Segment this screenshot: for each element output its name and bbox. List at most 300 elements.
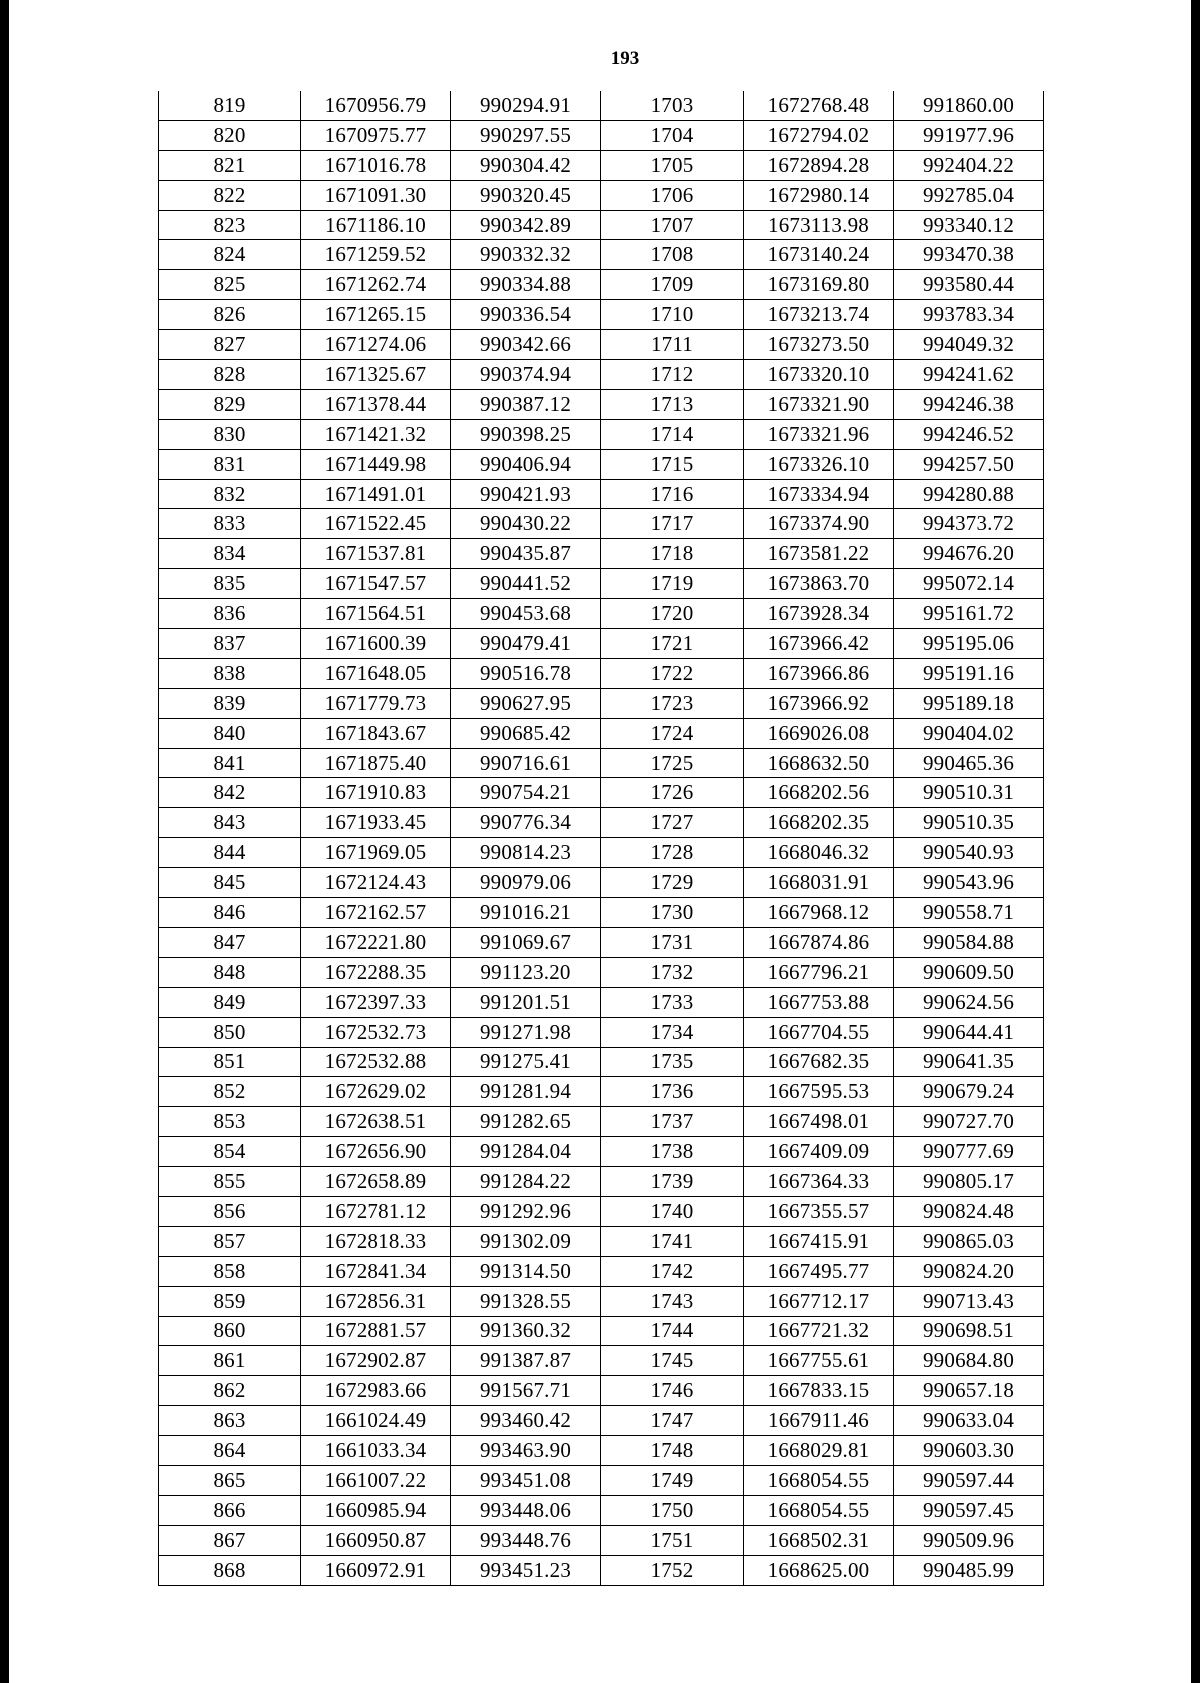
x-coordinate-left: 1671421.32 (301, 419, 451, 449)
point-id-left: 835 (159, 569, 301, 599)
y-coordinate-right: 994280.88 (894, 479, 1044, 509)
x-coordinate-left: 1672532.73 (301, 1017, 451, 1047)
y-coordinate-left: 991284.04 (451, 1137, 601, 1167)
point-id-left: 831 (159, 449, 301, 479)
x-coordinate-right: 1667968.12 (744, 898, 894, 928)
x-coordinate-right: 1667712.17 (744, 1286, 894, 1316)
point-id-right: 1712 (601, 360, 744, 390)
x-coordinate-right: 1673966.92 (744, 688, 894, 718)
point-id-left: 837 (159, 629, 301, 659)
point-id-right: 1747 (601, 1406, 744, 1436)
table-row (159, 658, 1044, 688)
point-id-right: 1744 (601, 1316, 744, 1346)
table-row (159, 1167, 1044, 1197)
x-coordinate-right: 1667753.88 (744, 987, 894, 1017)
x-coordinate-right: 1673863.70 (744, 569, 894, 599)
y-coordinate-left: 990479.41 (451, 629, 601, 659)
point-id-left: 832 (159, 479, 301, 509)
point-id-left: 827 (159, 330, 301, 360)
x-coordinate-right: 1668202.35 (744, 808, 894, 838)
point-id-left: 867 (159, 1525, 301, 1555)
point-id-left: 826 (159, 300, 301, 330)
point-id-left: 865 (159, 1465, 301, 1495)
table-row (159, 180, 1044, 210)
table-row (159, 957, 1044, 987)
point-id-left: 820 (159, 120, 301, 150)
point-id-right: 1740 (601, 1196, 744, 1226)
point-id-right: 1716 (601, 479, 744, 509)
table-row (159, 210, 1044, 240)
x-coordinate-left: 1672629.02 (301, 1077, 451, 1107)
x-coordinate-left: 1671016.78 (301, 150, 451, 180)
y-coordinate-left: 990320.45 (451, 180, 601, 210)
point-id-right: 1705 (601, 150, 744, 180)
y-coordinate-left: 991282.65 (451, 1107, 601, 1137)
table-row (159, 898, 1044, 928)
point-id-left: 843 (159, 808, 301, 838)
point-id-right: 1731 (601, 927, 744, 957)
y-coordinate-right: 992785.04 (894, 180, 1044, 210)
y-coordinate-left: 990516.78 (451, 658, 601, 688)
y-coordinate-right: 990543.96 (894, 868, 1044, 898)
point-id-right: 1713 (601, 389, 744, 419)
table-row (159, 569, 1044, 599)
x-coordinate-right: 1673966.42 (744, 629, 894, 659)
x-coordinate-left: 1672818.33 (301, 1226, 451, 1256)
point-id-left: 839 (159, 688, 301, 718)
y-coordinate-right: 990824.20 (894, 1256, 1044, 1286)
scan-edge-right (1191, 0, 1200, 1683)
table-row (159, 150, 1044, 180)
point-id-right: 1710 (601, 300, 744, 330)
y-coordinate-left: 990294.91 (451, 91, 601, 120)
table-row (159, 270, 1044, 300)
coordinate-table (158, 91, 1044, 1586)
y-coordinate-left: 991271.98 (451, 1017, 601, 1047)
x-coordinate-right: 1673140.24 (744, 240, 894, 270)
point-id-left: 845 (159, 868, 301, 898)
y-coordinate-right: 995072.14 (894, 569, 1044, 599)
point-id-right: 1752 (601, 1555, 744, 1585)
point-id-right: 1722 (601, 658, 744, 688)
point-id-left: 847 (159, 927, 301, 957)
table-row (159, 1465, 1044, 1495)
x-coordinate-left: 1671969.05 (301, 838, 451, 868)
x-coordinate-right: 1667355.57 (744, 1196, 894, 1226)
y-coordinate-left: 990336.54 (451, 300, 601, 330)
table-row (159, 419, 1044, 449)
y-coordinate-right: 993340.12 (894, 210, 1044, 240)
y-coordinate-left: 991201.51 (451, 987, 601, 1017)
point-id-right: 1743 (601, 1286, 744, 1316)
point-id-left: 864 (159, 1436, 301, 1466)
y-coordinate-right: 990777.69 (894, 1137, 1044, 1167)
point-id-right: 1727 (601, 808, 744, 838)
x-coordinate-right: 1668054.55 (744, 1495, 894, 1525)
point-id-left: 846 (159, 898, 301, 928)
x-coordinate-right: 1673213.74 (744, 300, 894, 330)
x-coordinate-right: 1673966.86 (744, 658, 894, 688)
x-coordinate-right: 1668031.91 (744, 868, 894, 898)
point-id-right: 1738 (601, 1137, 744, 1167)
x-coordinate-left: 1671537.81 (301, 539, 451, 569)
point-id-right: 1717 (601, 509, 744, 539)
y-coordinate-left: 991123.20 (451, 957, 601, 987)
x-coordinate-left: 1672781.12 (301, 1196, 451, 1226)
x-coordinate-right: 1667704.55 (744, 1017, 894, 1047)
point-id-right: 1718 (601, 539, 744, 569)
y-coordinate-left: 990441.52 (451, 569, 601, 599)
x-coordinate-left: 1672397.33 (301, 987, 451, 1017)
table-row (159, 539, 1044, 569)
x-coordinate-left: 1672532.88 (301, 1047, 451, 1077)
table-row (159, 360, 1044, 390)
table-row (159, 718, 1044, 748)
x-coordinate-left: 1670975.77 (301, 120, 451, 150)
y-coordinate-right: 994246.52 (894, 419, 1044, 449)
y-coordinate-right: 990698.51 (894, 1316, 1044, 1346)
x-coordinate-right: 1667495.77 (744, 1256, 894, 1286)
point-id-right: 1745 (601, 1346, 744, 1376)
y-coordinate-left: 990430.22 (451, 509, 601, 539)
y-coordinate-right: 990584.88 (894, 927, 1044, 957)
x-coordinate-left: 1671378.44 (301, 389, 451, 419)
y-coordinate-right: 994373.72 (894, 509, 1044, 539)
point-id-right: 1711 (601, 330, 744, 360)
x-coordinate-left: 1672841.34 (301, 1256, 451, 1286)
table-row (159, 1256, 1044, 1286)
point-id-left: 823 (159, 210, 301, 240)
table-row (159, 599, 1044, 629)
x-coordinate-right: 1668625.00 (744, 1555, 894, 1585)
y-coordinate-right: 990727.70 (894, 1107, 1044, 1137)
x-coordinate-right: 1668029.81 (744, 1436, 894, 1466)
table-row (159, 330, 1044, 360)
point-id-right: 1708 (601, 240, 744, 270)
table-row (159, 300, 1044, 330)
y-coordinate-left: 990332.32 (451, 240, 601, 270)
page-number: 193 (610, 48, 640, 69)
y-coordinate-right: 993580.44 (894, 270, 1044, 300)
y-coordinate-right: 990465.36 (894, 748, 1044, 778)
point-id-left: 851 (159, 1047, 301, 1077)
x-coordinate-left: 1671274.06 (301, 330, 451, 360)
x-coordinate-left: 1671547.57 (301, 569, 451, 599)
y-coordinate-right: 991977.96 (894, 120, 1044, 150)
table-row (159, 1107, 1044, 1137)
y-coordinate-left: 993451.08 (451, 1465, 601, 1495)
table-row (159, 1017, 1044, 1047)
point-id-right: 1709 (601, 270, 744, 300)
point-id-left: 868 (159, 1555, 301, 1585)
y-coordinate-left: 991284.22 (451, 1167, 601, 1197)
y-coordinate-left: 990374.94 (451, 360, 601, 390)
y-coordinate-left: 991387.87 (451, 1346, 601, 1376)
x-coordinate-left: 1671564.51 (301, 599, 451, 629)
y-coordinate-left: 993448.06 (451, 1495, 601, 1525)
x-coordinate-right: 1668502.31 (744, 1525, 894, 1555)
point-id-right: 1703 (601, 91, 744, 120)
x-coordinate-left: 1672638.51 (301, 1107, 451, 1137)
y-coordinate-left: 990453.68 (451, 599, 601, 629)
point-id-left: 856 (159, 1196, 301, 1226)
x-coordinate-left: 1672162.57 (301, 898, 451, 928)
table-row (159, 748, 1044, 778)
y-coordinate-right: 990805.17 (894, 1167, 1044, 1197)
point-id-left: 848 (159, 957, 301, 987)
y-coordinate-left: 990334.88 (451, 270, 601, 300)
point-id-right: 1751 (601, 1525, 744, 1555)
point-id-left: 854 (159, 1137, 301, 1167)
point-id-right: 1736 (601, 1077, 744, 1107)
y-coordinate-right: 990603.30 (894, 1436, 1044, 1466)
x-coordinate-right: 1668632.50 (744, 748, 894, 778)
scan-edge-left (0, 0, 9, 1683)
table-row (159, 838, 1044, 868)
point-id-left: 833 (159, 509, 301, 539)
y-coordinate-left: 990342.66 (451, 330, 601, 360)
point-id-left: 824 (159, 240, 301, 270)
table-row (159, 629, 1044, 659)
point-id-left: 866 (159, 1495, 301, 1525)
table-row (159, 479, 1044, 509)
point-id-left: 852 (159, 1077, 301, 1107)
y-coordinate-left: 990435.87 (451, 539, 601, 569)
y-coordinate-left: 991016.21 (451, 898, 601, 928)
y-coordinate-left: 991567.71 (451, 1376, 601, 1406)
y-coordinate-right: 994246.38 (894, 389, 1044, 419)
point-id-left: 840 (159, 718, 301, 748)
table-row (159, 1196, 1044, 1226)
point-id-right: 1724 (601, 718, 744, 748)
x-coordinate-left: 1672124.43 (301, 868, 451, 898)
x-coordinate-right: 1667595.53 (744, 1077, 894, 1107)
y-coordinate-left: 990685.42 (451, 718, 601, 748)
table-row (159, 1376, 1044, 1406)
point-id-right: 1728 (601, 838, 744, 868)
y-coordinate-left: 991314.50 (451, 1256, 601, 1286)
point-id-right: 1741 (601, 1226, 744, 1256)
x-coordinate-left: 1661033.34 (301, 1436, 451, 1466)
y-coordinate-right: 993470.38 (894, 240, 1044, 270)
point-id-left: 855 (159, 1167, 301, 1197)
point-id-left: 853 (159, 1107, 301, 1137)
x-coordinate-right: 1673581.22 (744, 539, 894, 569)
y-coordinate-right: 990597.45 (894, 1495, 1044, 1525)
y-coordinate-left: 993460.42 (451, 1406, 601, 1436)
y-coordinate-right: 995189.18 (894, 688, 1044, 718)
point-id-left: 850 (159, 1017, 301, 1047)
table-row (159, 927, 1044, 957)
table-row (159, 778, 1044, 808)
x-coordinate-right: 1667364.33 (744, 1167, 894, 1197)
y-coordinate-right: 990624.56 (894, 987, 1044, 1017)
x-coordinate-right: 1667415.91 (744, 1226, 894, 1256)
x-coordinate-left: 1672288.35 (301, 957, 451, 987)
y-coordinate-left: 991360.32 (451, 1316, 601, 1346)
x-coordinate-right: 1673113.98 (744, 210, 894, 240)
y-coordinate-left: 993448.76 (451, 1525, 601, 1555)
point-id-left: 829 (159, 389, 301, 419)
point-id-right: 1726 (601, 778, 744, 808)
y-coordinate-left: 990304.42 (451, 150, 601, 180)
table-row (159, 1495, 1044, 1525)
y-coordinate-right: 990644.41 (894, 1017, 1044, 1047)
table-row (159, 987, 1044, 1017)
y-coordinate-right: 990684.80 (894, 1346, 1044, 1376)
y-coordinate-left: 990342.89 (451, 210, 601, 240)
x-coordinate-left: 1671091.30 (301, 180, 451, 210)
y-coordinate-right: 990510.35 (894, 808, 1044, 838)
y-coordinate-left: 990406.94 (451, 449, 601, 479)
x-coordinate-right: 1667796.21 (744, 957, 894, 987)
point-id-left: 857 (159, 1226, 301, 1256)
x-coordinate-left: 1672881.57 (301, 1316, 451, 1346)
x-coordinate-right: 1667874.86 (744, 927, 894, 957)
point-id-left: 825 (159, 270, 301, 300)
y-coordinate-left: 993463.90 (451, 1436, 601, 1466)
x-coordinate-right: 1667498.01 (744, 1107, 894, 1137)
x-coordinate-left: 1670956.79 (301, 91, 451, 120)
x-coordinate-left: 1671779.73 (301, 688, 451, 718)
y-coordinate-right: 990509.96 (894, 1525, 1044, 1555)
point-id-right: 1748 (601, 1436, 744, 1466)
x-coordinate-right: 1667833.15 (744, 1376, 894, 1406)
point-id-right: 1737 (601, 1107, 744, 1137)
x-coordinate-right: 1668046.32 (744, 838, 894, 868)
x-coordinate-right: 1672768.48 (744, 91, 894, 120)
y-coordinate-right: 990558.71 (894, 898, 1044, 928)
point-id-right: 1729 (601, 868, 744, 898)
x-coordinate-left: 1660985.94 (301, 1495, 451, 1525)
x-coordinate-left: 1671933.45 (301, 808, 451, 838)
y-coordinate-right: 995195.06 (894, 629, 1044, 659)
x-coordinate-right: 1667911.46 (744, 1406, 894, 1436)
y-coordinate-left: 991328.55 (451, 1286, 601, 1316)
table-row (159, 868, 1044, 898)
point-id-right: 1725 (601, 748, 744, 778)
point-id-right: 1734 (601, 1017, 744, 1047)
point-id-right: 1714 (601, 419, 744, 449)
x-coordinate-left: 1671265.15 (301, 300, 451, 330)
x-coordinate-left: 1660972.91 (301, 1555, 451, 1585)
point-id-right: 1704 (601, 120, 744, 150)
y-coordinate-left: 990776.34 (451, 808, 601, 838)
point-id-left: 861 (159, 1346, 301, 1376)
y-coordinate-right: 995191.16 (894, 658, 1044, 688)
y-coordinate-right: 990540.93 (894, 838, 1044, 868)
point-id-right: 1735 (601, 1047, 744, 1077)
y-coordinate-right: 990485.99 (894, 1555, 1044, 1585)
y-coordinate-left: 990421.93 (451, 479, 601, 509)
point-id-left: 819 (159, 91, 301, 120)
x-coordinate-left: 1671910.83 (301, 778, 451, 808)
y-coordinate-right: 994676.20 (894, 539, 1044, 569)
x-coordinate-right: 1673273.50 (744, 330, 894, 360)
point-id-right: 1742 (601, 1256, 744, 1286)
point-id-right: 1719 (601, 569, 744, 599)
table-row (159, 240, 1044, 270)
x-coordinate-right: 1667409.09 (744, 1137, 894, 1167)
table-row (159, 1077, 1044, 1107)
x-coordinate-left: 1671522.45 (301, 509, 451, 539)
y-coordinate-left: 991275.41 (451, 1047, 601, 1077)
table-row (159, 1226, 1044, 1256)
x-coordinate-right: 1673321.96 (744, 419, 894, 449)
x-coordinate-left: 1672983.66 (301, 1376, 451, 1406)
x-coordinate-right: 1669026.08 (744, 718, 894, 748)
point-id-right: 1732 (601, 957, 744, 987)
y-coordinate-right: 993783.34 (894, 300, 1044, 330)
x-coordinate-left: 1671449.98 (301, 449, 451, 479)
point-id-right: 1707 (601, 210, 744, 240)
x-coordinate-left: 1671186.10 (301, 210, 451, 240)
y-coordinate-right: 994241.62 (894, 360, 1044, 390)
point-id-left: 858 (159, 1256, 301, 1286)
x-coordinate-left: 1661024.49 (301, 1406, 451, 1436)
y-coordinate-left: 990814.23 (451, 838, 601, 868)
point-id-right: 1746 (601, 1376, 744, 1406)
table-row (159, 449, 1044, 479)
point-id-left: 859 (159, 1286, 301, 1316)
point-id-left: 860 (159, 1316, 301, 1346)
table-row (159, 1316, 1044, 1346)
y-coordinate-left: 990979.06 (451, 868, 601, 898)
x-coordinate-right: 1673334.94 (744, 479, 894, 509)
point-id-right: 1715 (601, 449, 744, 479)
x-coordinate-right: 1668202.56 (744, 778, 894, 808)
point-id-left: 834 (159, 539, 301, 569)
y-coordinate-left: 990716.61 (451, 748, 601, 778)
x-coordinate-left: 1671262.74 (301, 270, 451, 300)
x-coordinate-left: 1671875.40 (301, 748, 451, 778)
y-coordinate-right: 991860.00 (894, 91, 1044, 120)
x-coordinate-left: 1672221.80 (301, 927, 451, 957)
y-coordinate-right: 992404.22 (894, 150, 1044, 180)
y-coordinate-right: 990597.44 (894, 1465, 1044, 1495)
x-coordinate-left: 1671600.39 (301, 629, 451, 659)
x-coordinate-right: 1672894.28 (744, 150, 894, 180)
x-coordinate-right: 1673326.10 (744, 449, 894, 479)
point-id-right: 1706 (601, 180, 744, 210)
point-id-right: 1749 (601, 1465, 744, 1495)
point-id-left: 828 (159, 360, 301, 390)
y-coordinate-left: 990297.55 (451, 120, 601, 150)
point-id-left: 841 (159, 748, 301, 778)
y-coordinate-left: 993451.23 (451, 1555, 601, 1585)
y-coordinate-right: 990510.31 (894, 778, 1044, 808)
y-coordinate-right: 994049.32 (894, 330, 1044, 360)
y-coordinate-right: 990609.50 (894, 957, 1044, 987)
y-coordinate-right: 990633.04 (894, 1406, 1044, 1436)
x-coordinate-left: 1671259.52 (301, 240, 451, 270)
table-row (159, 688, 1044, 718)
y-coordinate-right: 990865.03 (894, 1226, 1044, 1256)
x-coordinate-left: 1672656.90 (301, 1137, 451, 1167)
point-id-right: 1750 (601, 1495, 744, 1525)
point-id-left: 862 (159, 1376, 301, 1406)
y-coordinate-right: 994257.50 (894, 449, 1044, 479)
x-coordinate-right: 1667755.61 (744, 1346, 894, 1376)
table-row (159, 1286, 1044, 1316)
y-coordinate-right: 990641.35 (894, 1047, 1044, 1077)
point-id-left: 830 (159, 419, 301, 449)
y-coordinate-right: 990713.43 (894, 1286, 1044, 1316)
point-id-left: 822 (159, 180, 301, 210)
table-row (159, 509, 1044, 539)
y-coordinate-left: 991069.67 (451, 927, 601, 957)
x-coordinate-left: 1671648.05 (301, 658, 451, 688)
